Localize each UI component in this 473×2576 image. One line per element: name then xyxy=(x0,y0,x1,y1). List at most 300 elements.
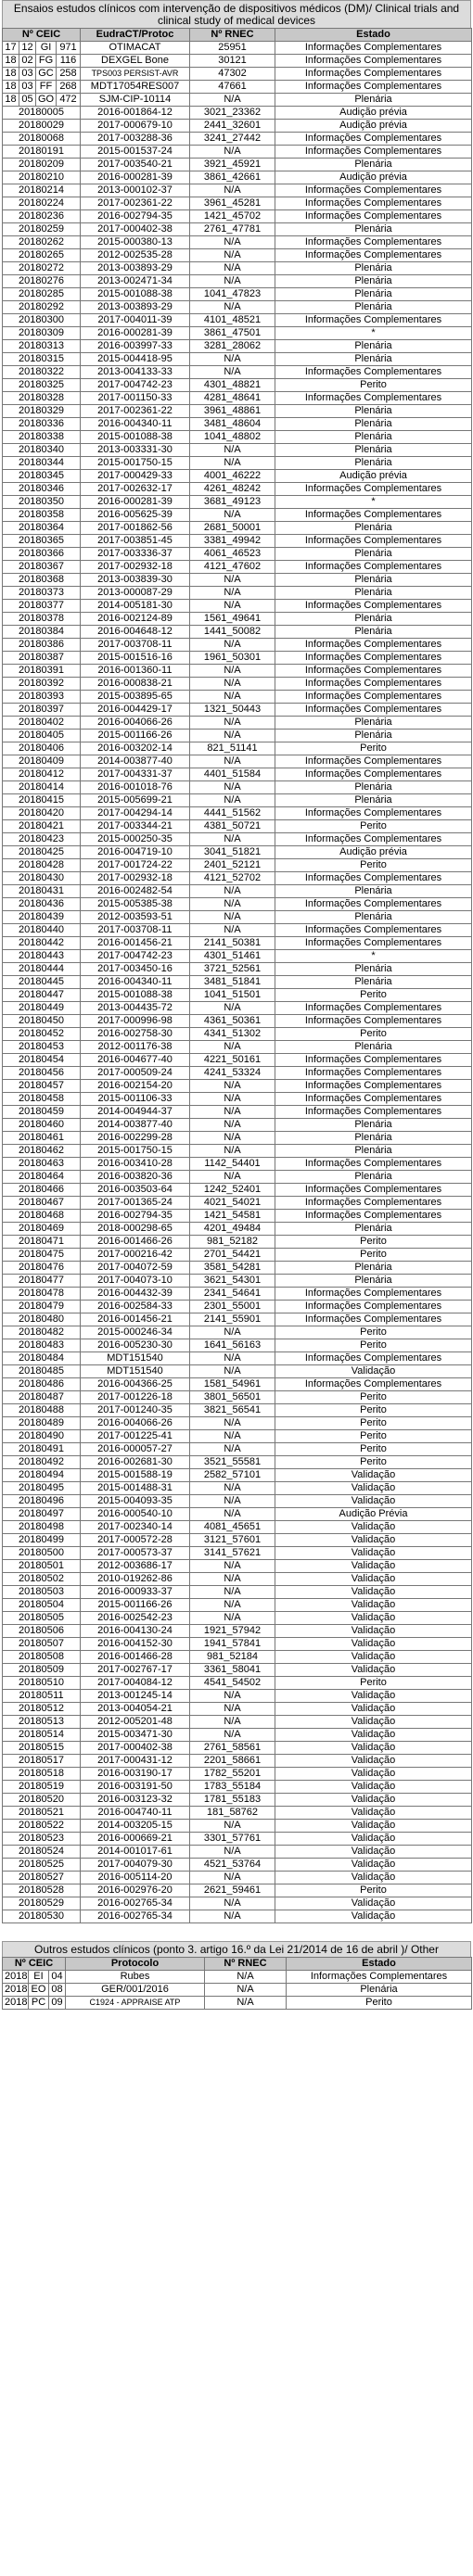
table-row xyxy=(3,1106,472,1119)
table-row xyxy=(3,1132,472,1145)
rnec-number: N/A xyxy=(190,1599,275,1612)
rnec-number: 3721_52561 xyxy=(190,963,275,976)
status: Plenária xyxy=(275,457,472,470)
rnec-number: N/A xyxy=(190,1443,275,1456)
status: Informações Complementares xyxy=(275,1093,472,1106)
eudract-protocol: 2016-005114-20 xyxy=(81,1872,190,1884)
rnec-number: 1421_45702 xyxy=(190,210,275,223)
eudract-protocol: DEXGEL Bone xyxy=(81,55,190,68)
eudract-protocol: 2016-004719-10 xyxy=(81,846,190,859)
rnec-number: 4261_48242 xyxy=(190,483,275,496)
rnec-number: 4201_49484 xyxy=(190,1223,275,1236)
eudract-protocol: 2017-001225-41 xyxy=(81,1430,190,1443)
table-row xyxy=(3,807,472,820)
table-row xyxy=(3,42,472,55)
rnec-number: 4001_46222 xyxy=(190,470,275,483)
eudract-protocol: 2016-004066-26 xyxy=(81,717,190,730)
status: Validação xyxy=(275,1729,472,1742)
eudract-protocol: 2017-004742-23 xyxy=(81,379,190,392)
table-row xyxy=(3,600,472,613)
eudract-protocol: 2014-003205-15 xyxy=(81,1820,190,1833)
rnec-number: N/A xyxy=(190,1586,275,1599)
eudract-protocol: 2015-000250-35 xyxy=(81,833,190,846)
eudract-protocol: 2014-003877-40 xyxy=(81,755,190,768)
ceic-number: 20180499 xyxy=(3,1534,81,1547)
table-row xyxy=(3,1080,472,1093)
ceic-year: 2018 xyxy=(3,1997,29,2010)
table-row xyxy=(3,1807,472,1820)
eudract-protocol: 2015-003895-65 xyxy=(81,691,190,704)
status: Plenária xyxy=(275,1041,472,1054)
ceic-number: 20180068 xyxy=(3,133,81,146)
ceic-number: 20180497 xyxy=(3,1508,81,1521)
eudract-protocol: 2016-004066-26 xyxy=(81,1417,190,1430)
table-row xyxy=(3,691,472,704)
status: Informações Complementares xyxy=(275,133,472,146)
rnec-number: N/A xyxy=(190,94,275,107)
table-row xyxy=(3,846,472,859)
eudract-protocol: 2017-001365-24 xyxy=(81,1197,190,1210)
rnec-number: 1421_54581 xyxy=(190,1210,275,1223)
status: Informações Complementares xyxy=(275,392,472,405)
ceic-code: PC xyxy=(29,1997,49,2010)
rnec-number: 3961_45281 xyxy=(190,197,275,210)
eudract-protocol: 2016-004740-11 xyxy=(81,1807,190,1820)
status: Informações Complementares xyxy=(275,924,472,937)
status: Informações Complementares xyxy=(275,210,472,223)
rnec-number: 1142_54401 xyxy=(190,1158,275,1171)
rnec-number: N/A xyxy=(190,1820,275,1833)
eudract-protocol: 2017-002340-14 xyxy=(81,1521,190,1534)
status: Perito xyxy=(275,1249,472,1262)
other-studies-table xyxy=(2,1957,472,2010)
table-row xyxy=(3,1236,472,1249)
table-row xyxy=(3,1495,472,1508)
eudract-protocol: 2016-001466-28 xyxy=(81,1651,190,1664)
ceic-number: 20180414 xyxy=(3,781,81,794)
eudract-protocol: 2016-004432-39 xyxy=(81,1288,190,1301)
ceic-number: 20180425 xyxy=(3,846,81,859)
rnec-number: N/A xyxy=(190,1716,275,1729)
status: Plenária xyxy=(275,1132,472,1145)
ceic-number: 20180309 xyxy=(3,327,81,340)
table-row xyxy=(3,1638,472,1651)
eudract-protocol: 2017-002361-22 xyxy=(81,405,190,418)
status: Perito xyxy=(275,1236,472,1249)
rnec-number: N/A xyxy=(190,262,275,275)
table-row xyxy=(3,652,472,665)
table-row xyxy=(3,1768,472,1781)
table-row xyxy=(3,730,472,742)
eudract-protocol: 2017-002932-18 xyxy=(81,872,190,885)
trials-header-row xyxy=(3,29,472,42)
rnec-number: 1441_50082 xyxy=(190,626,275,639)
eudract-protocol: 2016-000281-39 xyxy=(81,496,190,509)
ceic-number: 20180265 xyxy=(3,249,81,262)
rnec-number: 4361_50361 xyxy=(190,1015,275,1028)
ceic-number: 20180463 xyxy=(3,1158,81,1171)
status: Perito xyxy=(275,1456,472,1469)
status: Plenária xyxy=(275,301,472,314)
rnec-number: N/A xyxy=(205,1971,287,1984)
rnec-number: N/A xyxy=(190,1145,275,1158)
status: Plenária xyxy=(275,288,472,301)
table-row xyxy=(3,574,472,587)
ceic-number: 20180358 xyxy=(3,509,81,522)
ceic-code: EO xyxy=(29,1984,49,1997)
status: Validação xyxy=(275,1781,472,1794)
status: Validação xyxy=(275,1482,472,1495)
eudract-protocol: 2015-001516-16 xyxy=(81,652,190,665)
table-row xyxy=(3,327,472,340)
table-row xyxy=(3,1352,472,1365)
status: Informações Complementares xyxy=(275,236,472,249)
rnec-number: N/A xyxy=(205,1997,287,2010)
status: Validação xyxy=(275,1625,472,1638)
ceic-number: 20180487 xyxy=(3,1391,81,1404)
status: Informações Complementares xyxy=(275,1067,472,1080)
eudract-protocol: 2017-003288-36 xyxy=(81,133,190,146)
table-row xyxy=(3,457,472,470)
eudract-protocol: 2016-000933-37 xyxy=(81,1586,190,1599)
ceic-number: 20180466 xyxy=(3,1184,81,1197)
status: Validação xyxy=(275,1716,472,1729)
status: Plenária xyxy=(275,911,472,924)
other-header-row xyxy=(3,1958,472,1971)
eudract-protocol: 2017-000509-24 xyxy=(81,1067,190,1080)
status: Perito xyxy=(275,1404,472,1417)
eudract-protocol: 2017-004084-12 xyxy=(81,1677,190,1690)
status: Validação xyxy=(275,1521,472,1534)
status: Perito xyxy=(275,1443,472,1456)
status: Validação xyxy=(275,1859,472,1872)
rnec-number: 2201_58661 xyxy=(190,1755,275,1768)
rnec-number: 4301_48821 xyxy=(190,379,275,392)
table-row xyxy=(3,1872,472,1884)
ceic-num: 472 xyxy=(57,94,81,107)
ceic-number: 20180420 xyxy=(3,807,81,820)
status: Plenária xyxy=(275,1145,472,1158)
ceic-number: 20180460 xyxy=(3,1119,81,1132)
ceic-number: 20180391 xyxy=(3,665,81,678)
rnec-number: N/A xyxy=(190,1093,275,1106)
ceic-number: 20180505 xyxy=(3,1612,81,1625)
status: Validação xyxy=(275,1794,472,1807)
table-row xyxy=(3,444,472,457)
page xyxy=(2,0,471,2010)
status: Validação xyxy=(275,1755,472,1768)
table-row xyxy=(3,1897,472,1910)
ceic-number: 20180475 xyxy=(3,1249,81,1262)
table-row xyxy=(3,94,472,107)
ceic-number: 20180521 xyxy=(3,1807,81,1820)
ceic-number: 20180489 xyxy=(3,1417,81,1430)
eudract-protocol: MDT17054RES007 xyxy=(81,81,190,94)
eudract-protocol: 2013-004435-72 xyxy=(81,1002,190,1015)
section2-title: Outros estudos clínicos (ponto 3. artigo 16.º da Lei 21/2014 de 16 de abril )/ Other xyxy=(2,1941,471,1957)
eudract-protocol: 2016-001456-21 xyxy=(81,1313,190,1326)
status: Validação xyxy=(275,1910,472,1923)
status: Plenária xyxy=(275,94,472,107)
rnec-number: 3621_54301 xyxy=(190,1275,275,1288)
eudract-protocol: 2015-000380-13 xyxy=(81,236,190,249)
rnec-number: N/A xyxy=(190,665,275,678)
status: Validação xyxy=(275,1820,472,1833)
rnec-number: 3361_58041 xyxy=(190,1664,275,1677)
eudract-protocol: 2016-004340-11 xyxy=(81,418,190,431)
status: Perito xyxy=(287,1997,472,2010)
table-row xyxy=(3,1859,472,1872)
rnec-number: N/A xyxy=(190,444,275,457)
ceic-year: 17 xyxy=(3,42,19,55)
rnec-number: 3121_57601 xyxy=(190,1534,275,1547)
ceic-number: 20180322 xyxy=(3,366,81,379)
ceic-number: 20180384 xyxy=(3,626,81,639)
eudract-protocol: 2013-003893-29 xyxy=(81,262,190,275)
ceic-num: 971 xyxy=(57,42,81,55)
status: Informações Complementares xyxy=(275,1313,472,1326)
status: Validação xyxy=(275,1872,472,1884)
rnec-number: N/A xyxy=(190,639,275,652)
table-row xyxy=(3,626,472,639)
eudract-protocol: 2016-000281-39 xyxy=(81,171,190,184)
header-ceic: Nº CEIC xyxy=(3,29,81,42)
rnec-number: 3281_28062 xyxy=(190,340,275,353)
ceic-number: 20180315 xyxy=(3,353,81,366)
rnec-number: 181_58762 xyxy=(190,1807,275,1820)
table-row xyxy=(3,717,472,730)
eudract-protocol: 2016-000057-27 xyxy=(81,1443,190,1456)
status: Informações Complementares xyxy=(275,665,472,678)
rnec-number: 2761_47781 xyxy=(190,223,275,236)
rnec-number: N/A xyxy=(190,1729,275,1742)
table-row xyxy=(3,1521,472,1534)
ceic-number: 20180527 xyxy=(3,1872,81,1884)
rnec-number: N/A xyxy=(190,717,275,730)
eudract-protocol: 2016-004130-24 xyxy=(81,1625,190,1638)
status: Informações Complementares xyxy=(275,807,472,820)
rnec-number: 4441_51562 xyxy=(190,807,275,820)
eudract-protocol: 2014-004944-37 xyxy=(81,1106,190,1119)
eudract-protocol: 2017-000679-10 xyxy=(81,120,190,133)
eudract-protocol: 2016-002681-30 xyxy=(81,1456,190,1469)
rnec-number: 1581_54961 xyxy=(190,1378,275,1391)
eudract-protocol: 2016-004429-17 xyxy=(81,704,190,717)
eudract-protocol: 2016-002154-20 xyxy=(81,1080,190,1093)
ceic-number: 20180368 xyxy=(3,574,81,587)
table-row xyxy=(3,1391,472,1404)
table-row xyxy=(3,55,472,68)
ceic-num: 09 xyxy=(49,1997,66,2010)
ceic-number: 20180366 xyxy=(3,548,81,561)
table-row xyxy=(3,1586,472,1599)
ceic-number: 20180259 xyxy=(3,223,81,236)
status: Informações Complementares xyxy=(275,366,472,379)
status: Audição prévia xyxy=(275,171,472,184)
table-row xyxy=(3,1184,472,1197)
table-row xyxy=(3,314,472,327)
status: Validação xyxy=(275,1612,472,1625)
table-row xyxy=(3,210,472,223)
table-row xyxy=(3,496,472,509)
table-row xyxy=(3,1742,472,1755)
table-row xyxy=(3,133,472,146)
status: Validação xyxy=(275,1833,472,1846)
status: Plenária xyxy=(275,353,472,366)
table-row xyxy=(3,742,472,755)
eudract-protocol: 2017-000572-28 xyxy=(81,1534,190,1547)
rnec-number: 4121_52702 xyxy=(190,872,275,885)
status: Plenária xyxy=(275,885,472,898)
ceic-code: GC xyxy=(36,68,57,81)
eudract-protocol: 2015-005699-21 xyxy=(81,794,190,807)
table-row xyxy=(3,1041,472,1054)
status: Informações Complementares xyxy=(275,652,472,665)
rnec-number: N/A xyxy=(190,366,275,379)
status: Plenária xyxy=(275,1223,472,1236)
eudract-protocol: 2016-003503-64 xyxy=(81,1184,190,1197)
rnec-number: 2141_55901 xyxy=(190,1313,275,1326)
ceic-number: 20180480 xyxy=(3,1313,81,1326)
table-row xyxy=(3,483,472,496)
table-row xyxy=(3,1210,472,1223)
table-row xyxy=(3,1339,472,1352)
ceic-number: 20180412 xyxy=(3,768,81,781)
table-row xyxy=(3,963,472,976)
rnec-number: 4221_50161 xyxy=(190,1054,275,1067)
rnec-number: 4381_50721 xyxy=(190,820,275,833)
rnec-number: N/A xyxy=(190,574,275,587)
rnec-number: N/A xyxy=(190,1495,275,1508)
status: Perito xyxy=(275,742,472,755)
ceic-number: 20180514 xyxy=(3,1729,81,1742)
table-row xyxy=(3,1404,472,1417)
protocol: GER/001/2016 xyxy=(66,1984,205,1997)
ceic-number: 20180402 xyxy=(3,717,81,730)
ceic-number: 20180428 xyxy=(3,859,81,872)
table-row xyxy=(3,1093,472,1106)
eudract-protocol: 2015-000246-34 xyxy=(81,1326,190,1339)
status: Perito xyxy=(275,1326,472,1339)
table-row xyxy=(3,1534,472,1547)
eudract-protocol: 2014-001017-61 xyxy=(81,1846,190,1859)
ceic-number: 20180509 xyxy=(3,1664,81,1677)
eudract-protocol: 2015-001088-38 xyxy=(81,431,190,444)
status: Audição prévia xyxy=(275,107,472,120)
status: Informações Complementares xyxy=(275,561,472,574)
eudract-protocol: 2012-003593-51 xyxy=(81,911,190,924)
rnec-number: 1242_52401 xyxy=(190,1184,275,1197)
status: Plenária xyxy=(275,431,472,444)
ceic-code: GO xyxy=(36,94,57,107)
table-row xyxy=(3,353,472,366)
status: Validação xyxy=(275,1703,472,1716)
eudract-protocol: 2014-005181-30 xyxy=(81,600,190,613)
status: Plenária xyxy=(275,159,472,171)
status: Plenária xyxy=(275,717,472,730)
eudract-protocol: 2017-001240-35 xyxy=(81,1404,190,1417)
status: Plenária xyxy=(275,613,472,626)
ceic-number: 20180523 xyxy=(3,1833,81,1846)
eudract-protocol: 2017-003336-37 xyxy=(81,548,190,561)
eudract-protocol: 2016-004340-11 xyxy=(81,976,190,989)
rnec-number: 1781_55183 xyxy=(190,1794,275,1807)
eudract-protocol: 2017-004011-39 xyxy=(81,314,190,327)
trials-table xyxy=(2,28,472,1923)
table-row xyxy=(3,1469,472,1482)
status: Validação xyxy=(275,1690,472,1703)
table-row xyxy=(3,1054,472,1067)
table-row xyxy=(3,924,472,937)
ceic-number: 20180431 xyxy=(3,885,81,898)
ceic-number: 20180387 xyxy=(3,652,81,665)
ceic-num: 08 xyxy=(49,1984,66,1997)
status: Validação xyxy=(275,1638,472,1651)
ceic-number: 20180262 xyxy=(3,236,81,249)
table-row xyxy=(3,1703,472,1716)
ceic-year: 18 xyxy=(3,94,19,107)
ceic-number: 20180423 xyxy=(3,833,81,846)
status: Informações Complementares xyxy=(275,1002,472,1015)
ceic-number: 20180476 xyxy=(3,1262,81,1275)
table-row xyxy=(3,781,472,794)
rnec-number: N/A xyxy=(190,1560,275,1573)
ceic-number: 20180406 xyxy=(3,742,81,755)
eudract-protocol: 2017-004294-14 xyxy=(81,807,190,820)
table-row xyxy=(3,1313,472,1326)
table-row xyxy=(3,885,472,898)
eudract-protocol: 2013-000102-37 xyxy=(81,184,190,197)
ceic-number: 20180442 xyxy=(3,937,81,950)
ceic-number: 20180340 xyxy=(3,444,81,457)
table-row xyxy=(3,1067,472,1080)
table-row xyxy=(3,587,472,600)
rnec-number: 4101_48521 xyxy=(190,314,275,327)
rnec-number: 4341_51302 xyxy=(190,1028,275,1041)
ceic-num: 116 xyxy=(57,55,81,68)
table-row xyxy=(3,1910,472,1923)
rnec-number: 4241_53324 xyxy=(190,1067,275,1080)
eudract-protocol: SJM-CIP-10114 xyxy=(81,94,190,107)
status: Perito xyxy=(275,1339,472,1352)
rnec-number: 3821_56541 xyxy=(190,1404,275,1417)
eudract-protocol: 2017-003450-16 xyxy=(81,963,190,976)
status: Informações Complementares xyxy=(275,1015,472,1028)
ceic-code: EI xyxy=(29,1971,49,1984)
rnec-number: N/A xyxy=(190,1132,275,1145)
table-row xyxy=(3,950,472,963)
ceic-number: 20180522 xyxy=(3,1820,81,1833)
rnec-number: 4281_48641 xyxy=(190,392,275,405)
eudract-protocol: 2015-001750-15 xyxy=(81,457,190,470)
ceic-number: 20180518 xyxy=(3,1768,81,1781)
ceic-number: 20180439 xyxy=(3,911,81,924)
ceic-number: 20180453 xyxy=(3,1041,81,1054)
eudract-protocol: 2016-003410-28 xyxy=(81,1158,190,1171)
ceic-number: 20180457 xyxy=(3,1080,81,1093)
ceic-number: 20180373 xyxy=(3,587,81,600)
status: Informações Complementares xyxy=(275,639,472,652)
ceic-number: 20180338 xyxy=(3,431,81,444)
ceic-number: 20180478 xyxy=(3,1288,81,1301)
table-row xyxy=(3,1249,472,1262)
status: * xyxy=(275,950,472,963)
table-row xyxy=(3,1971,472,1984)
rnec-number: 821_51141 xyxy=(190,742,275,755)
rnec-number: 4401_51584 xyxy=(190,768,275,781)
ceic-number: 20180519 xyxy=(3,1781,81,1794)
ceic-number: 20180029 xyxy=(3,120,81,133)
